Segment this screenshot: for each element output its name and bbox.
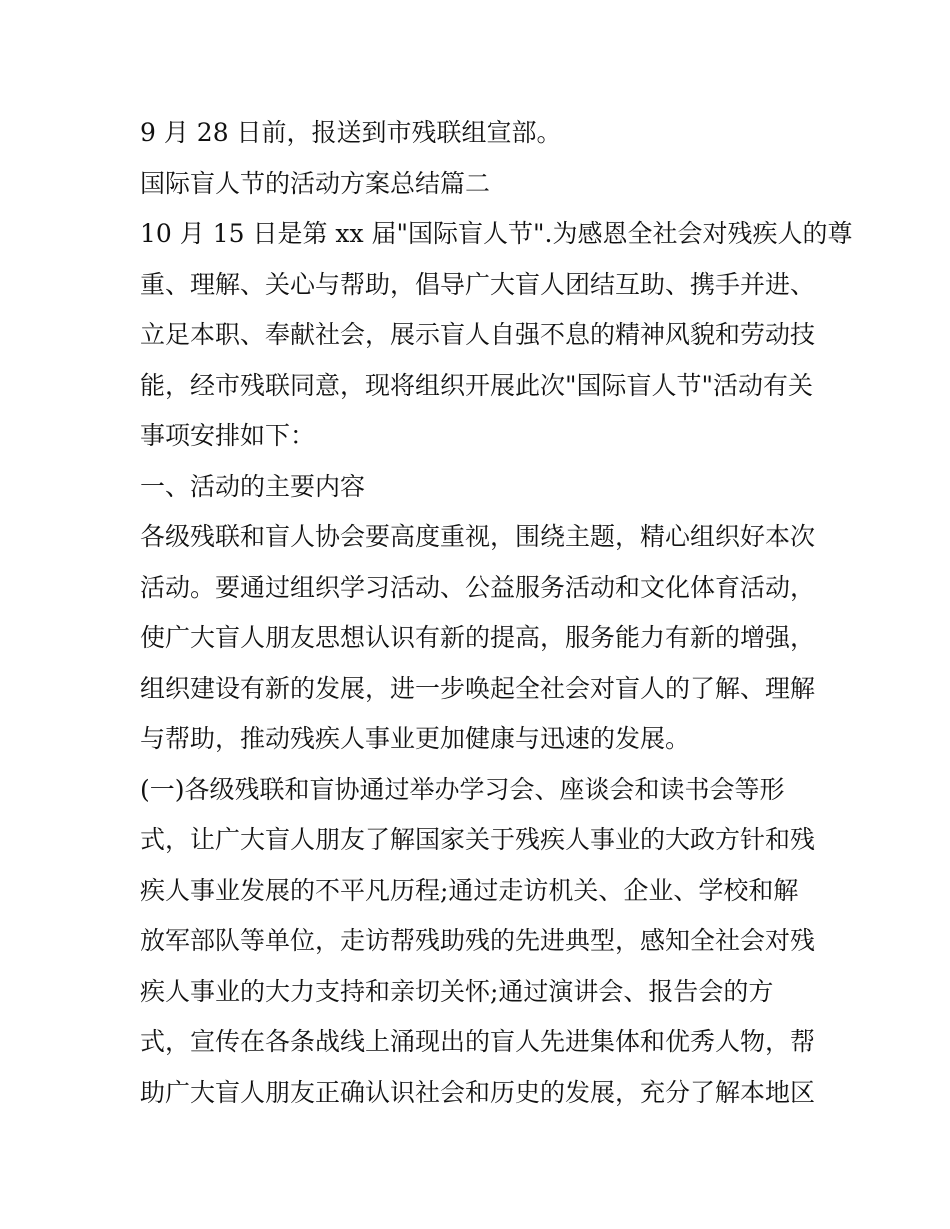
text-line: 活动。要通过组织学习活动、公益服务活动和文化体育活动， [140, 572, 816, 602]
text-line: 事项安排如下： [140, 421, 316, 450]
text-line: 助广大盲人朋友正确认识社会和历史的发展，充分了解本地区 [140, 1077, 816, 1107]
text-line: 重、理解、关心与帮助，倡导广大盲人团结互助、携手并进、 [140, 269, 816, 299]
text-line: 疾人事业发展的不平凡历程;通过走访机关、企业、学校和解 [140, 875, 799, 905]
section-heading: 国际盲人节的活动方案总结篇二 [140, 168, 491, 198]
text-line: 9 月 28 日前，报送到市残联组宣部。 [140, 118, 562, 147]
text-line: 能，经市残联同意，现将组织开展此次"国际盲人节"活动有关 [140, 370, 814, 400]
text-line: 各级残联和盲人协会要高度重视，围绕主题，精心组织好本次 [140, 522, 816, 551]
text-line: 使广大盲人朋友思想认识有新的提高，服务能力有新的增强， [140, 623, 816, 652]
text-line: 放军部队等单位，走访帮残助残的先进典型，感知全社会对残 [140, 926, 816, 955]
section-heading: 一、活动的主要内容 [140, 471, 366, 501]
text-line: 立足本职、奉献社会，展示盲人自强不息的精神风貌和劳动技 [140, 320, 816, 349]
text-line: 组织建设有新的发展，进一步唤起全社会对盲人的了解、理解 [140, 673, 816, 703]
text-line: 疾人事业的大力支持和亲切关怀;通过演讲会、报告会的方 [140, 976, 774, 1006]
text-line: (一)各级残联和盲协通过举办学习会、座谈会和读书会等形 [140, 774, 785, 804]
text-line: 10 月 15 日是第 xx 届"国际盲人节".为感恩全社会对残疾人的尊 [140, 219, 853, 248]
text-line: 与帮助，推动残疾人事业更加健康与迅速的发展。 [140, 724, 691, 753]
text-line: 式，让广大盲人朋友了解国家关于残疾人事业的大政方针和残 [140, 825, 816, 854]
text-line: 式，宣传在各条战线上涌现出的盲人先进集体和优秀人物，帮 [140, 1027, 816, 1056]
document-body [140, 108, 853, 1118]
